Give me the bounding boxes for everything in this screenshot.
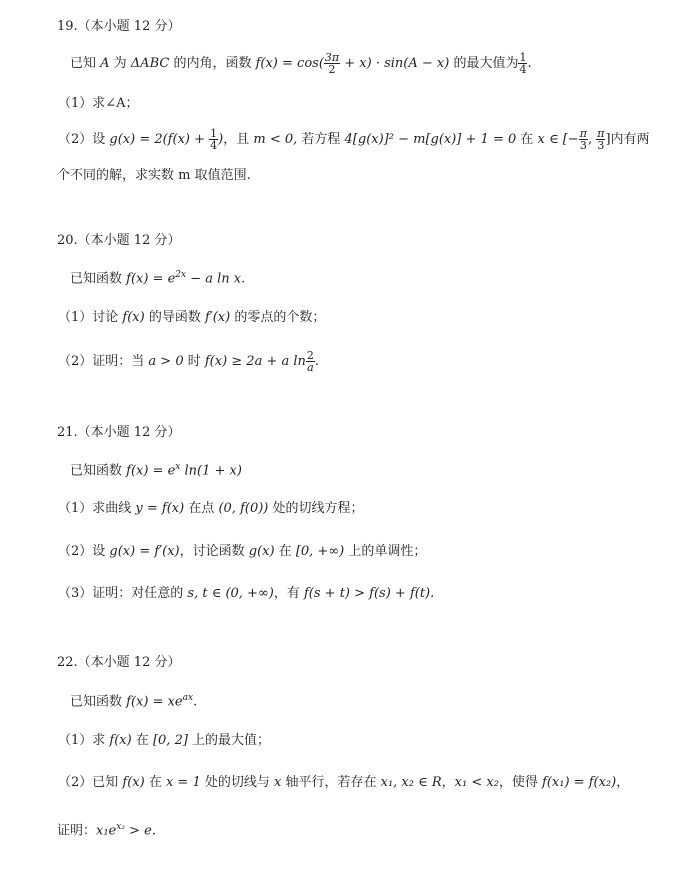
- problem-21-part-1: （1）求曲线 y = f(x) 在点 (0, f(0)) 处的切线方程；: [58, 501, 364, 516]
- problem-21-part-3: （3）证明：对任意的 s, t ∈ (0, +∞)，有 f(s + t) > f(s) + f(t).: [58, 586, 435, 601]
- problem-19-part-1: （1）求∠A；: [58, 96, 139, 111]
- problem-20-statement: 已知函数 $f(x) = e^{2x} - a$ ln x.: [70, 270, 246, 287]
- problem-22-part-2-continued: 证明：$x_1e^{x_2} > e$.: [57, 822, 156, 839]
- problem-21-heading: 21.（本小题 12 分）: [57, 425, 181, 440]
- problem-19-part-2-continued: 个不同的解，求实数 m 取值范围.: [57, 168, 251, 183]
- problem-20-heading: 20.（本小题 12 分）: [57, 233, 181, 248]
- problem-22-heading: 22.（本小题 12 分）: [57, 655, 181, 670]
- fraction-1-over-4: $\frac{1}{4}$: [210, 127, 218, 152]
- fraction-3pi-over-2: $\frac{3\pi}{2}$: [324, 51, 340, 76]
- fraction-pi-over-3: $\frac{\pi}{3}$: [597, 127, 605, 152]
- fraction-1-over-4: $\frac{1}{4}$: [519, 51, 527, 76]
- problem-20-part-2: （2）证明：当 a > 0 时 f(x) ≥ 2a + a ln $\frac{2}{a}$ .: [58, 349, 320, 374]
- problem-19-statement: 已知 A 为 ΔABC 的内角，函数 f(x) = cos( $\frac{3\pi}{2}$ + x) · sin(A − x) 的最大值为 $\frac{1}{4}$ .: [70, 51, 532, 76]
- fraction-2-over-a: $\frac{2}{a}$: [306, 349, 314, 374]
- problem-22-statement: 已知函数 $f(x) = xe^{ax}$.: [70, 693, 198, 710]
- problem-21-part-2: （2）设 g(x) = f′(x)，讨论函数 g(x) 在 [0, +∞) 上的单调性；: [58, 544, 427, 559]
- problem-22-part-1: （1）求 f(x) 在 [0, 2] 上的最大值；: [58, 733, 271, 748]
- problem-19-part-2: （2）设 g(x) = 2(f(x) + $\frac{1}{4}$ )，且 m < 0, 若方程 4[g(x)]² − m[g(x)] + 1 = 0 在 x ∈ [− $\frac{\pi}{3}$ , $\frac{\pi}{3}$ ]内有两: [58, 127, 650, 152]
- problem-21-statement: 已知函数 $f(x) = e^x$ ln(1 + x): [70, 462, 242, 479]
- problem-22-part-2: （2）已知 f(x) 在 x = 1 处的切线与 x 轴平行，若存在 x₁, x₂ ∈ R，x₁ < x₂，使得 f(x₁) = f(x₂)，: [58, 775, 630, 790]
- problem-20-part-1: （1）讨论 f(x) 的导函数 f′(x) 的零点的个数；: [58, 310, 326, 325]
- fraction-pi-over-3: $\frac{\pi}{3}$: [579, 127, 587, 152]
- problem-19-heading: 19.（本小题 12 分）: [57, 19, 181, 34]
